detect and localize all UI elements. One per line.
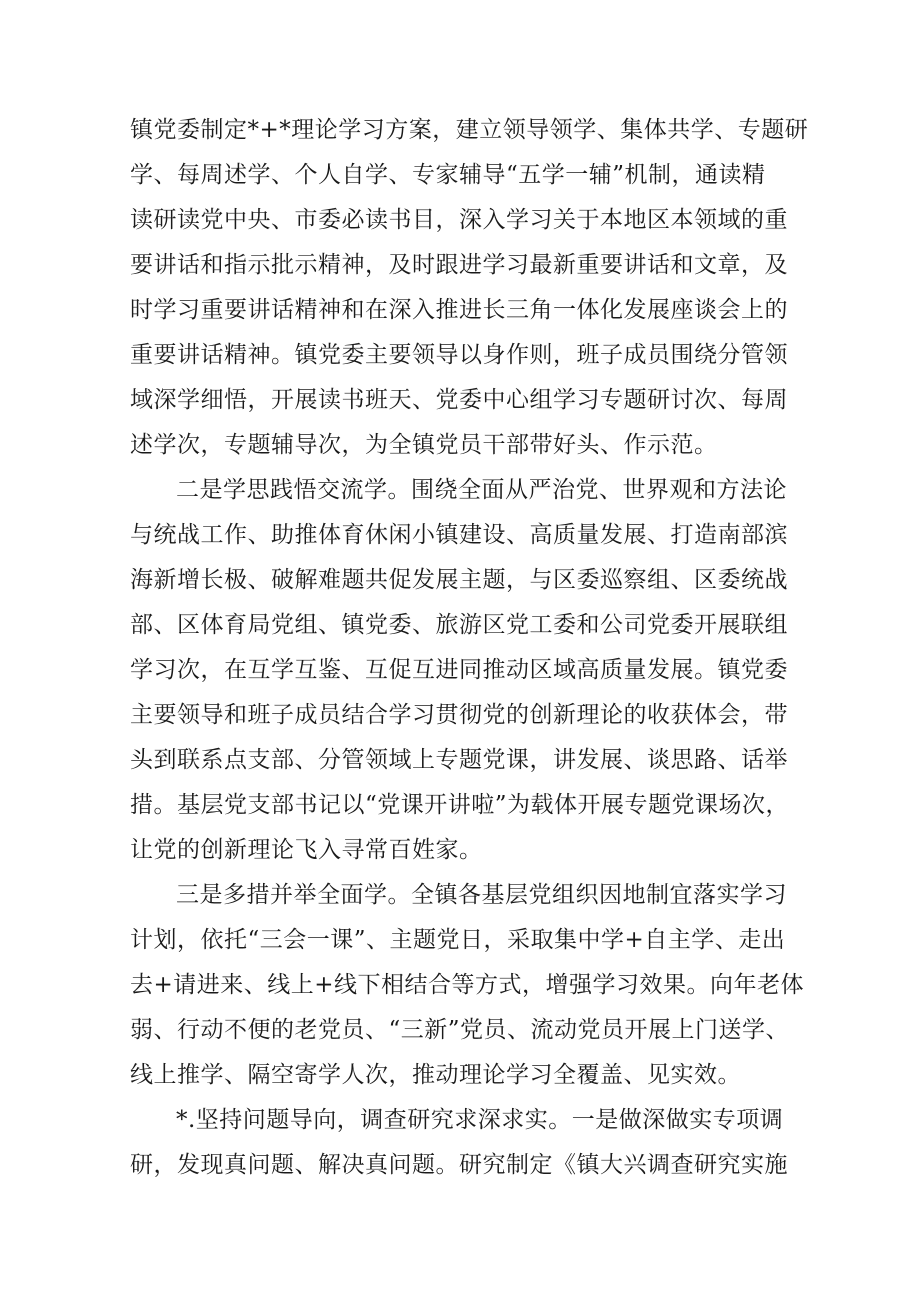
text-line: 让党的创新理论飞入寻常百姓家。 — [130, 837, 483, 863]
text-line: 重要讲话精神。镇党委主要领导以身作则，班子成员围绕分管领 — [130, 342, 788, 368]
text-line: 与统战工作、助推体育休闲小镇建设、高质量发展、打造南部滨 — [130, 522, 788, 548]
text-line: 弱、行动不便的老党员、“三新”党员、流动党员开展上门送学、 — [130, 1017, 790, 1043]
text-line: 镇党委制定*+*理论学习方案，建立领导领学、集体共学、专题研 — [130, 117, 809, 143]
text-line: 学习次，在互学互鉴、互促互进同推动区域高质量发展。镇党委 — [130, 657, 788, 683]
paragraph-first-line: *.坚持问题导向，调查研究求深求实。一是做深做实专项调 — [176, 1107, 784, 1133]
text-line: 要讲话和指示批示精神，及时跟进学习最新重要讲话和文章，及 — [130, 252, 788, 278]
text-line: 海新增长极、破解难题共促发展主题，与区委巡察组、区委统战 — [130, 567, 788, 593]
text-line: 读研读党中央、市委必读书目，深入学习关于本地区本领域的重 — [130, 207, 788, 233]
text-line: 学、每周述学、个人自学、专家辅导“五学一辅”机制，通读精 — [130, 162, 766, 188]
text-line: 线上推学、隔空寄学人次，推动理论学习全覆盖、见实效。 — [130, 1062, 741, 1088]
text-line: 研，发现真问题、解决真问题。研究制定《镇大兴调查研究实施 — [130, 1152, 788, 1178]
text-line: 部、区体育局党组、镇党委、旅游区党工委和公司党委开展联组 — [130, 612, 788, 638]
paragraph-first-line: 二是学思践悟交流学。围绕全面从严治党、世界观和方法论 — [176, 477, 787, 503]
text-line: 计划，依托“三会一课”、主题党日，采取集中学+自主学、走出 — [130, 927, 786, 953]
paragraph-first-line: 三是多措并举全面学。全镇各基层党组织因地制宜落实学习 — [176, 882, 787, 908]
text-line: 头到联系点支部、分管领域上专题党课，讲发展、谈思路、话举 — [130, 747, 788, 773]
text-line: 去+请进来、线上+线下相结合等方式，增强学习效果。向年老体 — [130, 972, 805, 998]
text-line: 主要领导和班子成员结合学习贯彻党的创新理论的收获体会，带 — [130, 702, 788, 728]
text-line: 措。基层党支部书记以“党课开讲啦”为载体开展专题党课场次， — [130, 792, 790, 818]
text-line: 域深学细悟，开展读书班天、党委中心组学习专题研讨次、每周 — [130, 387, 788, 413]
text-line: 时学习重要讲话精神和在深入推进长三角一体化发展座谈会上的 — [130, 297, 788, 323]
text-line: 述学次，专题辅导次，为全镇党员干部带好头、作示范。 — [130, 432, 718, 458]
